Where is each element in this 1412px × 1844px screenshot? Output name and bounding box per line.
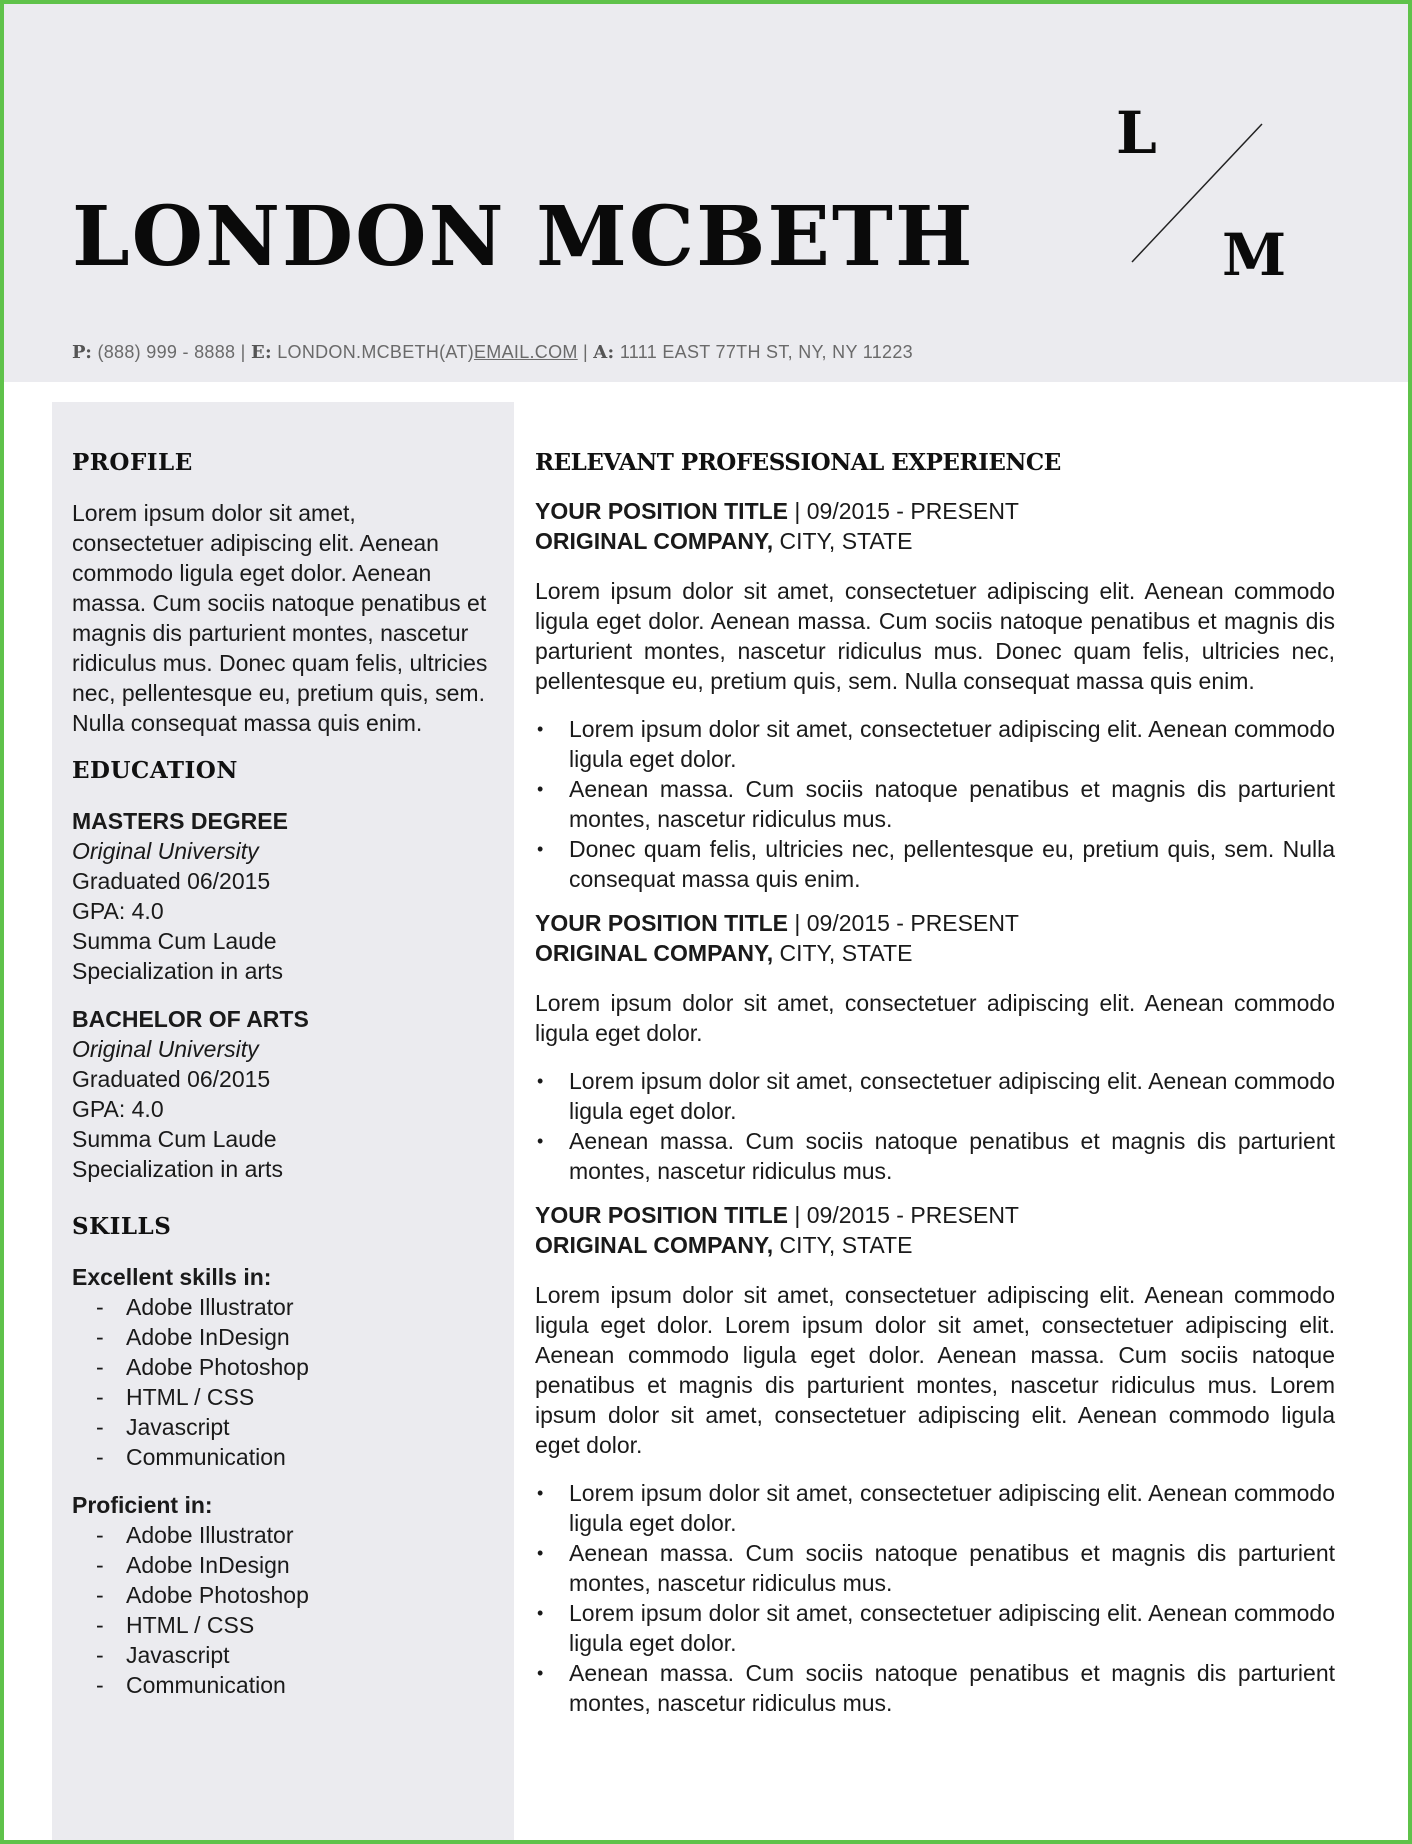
skills-list [72,1520,492,1700]
skills-heading: SKILLS [72,1213,172,1240]
job-entry [535,908,1335,1186]
degree-title: BACHELOR OF ARTS [72,1006,309,1032]
skill-item: - Adobe InDesign [96,1322,492,1352]
contact-separator: | [577,342,594,362]
position-title: YOUR POSITION TITLE [535,910,789,936]
job-bullet: • Aenean massa. Cum sociis natoque penatibus et magnis dis parturient montes, nascetur ridiculus mus. [535,1126,1335,1186]
skill-item: - Communication [96,1670,492,1700]
email-label: E: [250,342,272,363]
company-line [535,526,1335,556]
job-description: Lorem ipsum dolor sit amet, consectetuer adipiscing elit. Aenean commodo ligula eget dolor. [535,990,1335,1046]
profile-text: Lorem ipsum dolor sit amet, consectetuer adipiscing elit. Aenean commodo ligula eget dolor. Aenean massa. Cum sociis natoque penatibus et magnis dis parturient montes, nascetur ridiculus mus. Donec quam felis, ultricies nec, pellentesque eu, pretium quis, sem. Nulla consequat massa quis enim. [72,500,488,736]
specialization: Specialization in arts [72,1156,283,1182]
skill-item: - HTML / CSS [96,1610,492,1640]
job-bullets [535,1066,1335,1186]
monogram-last-initial: M [1222,221,1287,289]
skill-item: - Adobe Photoshop [96,1580,492,1610]
job-bullets [535,1478,1335,1718]
phone-value: (888) 999 - 8888 [97,342,236,362]
job-bullet: • Lorem ipsum dolor sit amet, consectetuer adipiscing elit. Aenean commodo ligula eget dolor. [535,714,1335,774]
job-dates: | 09/2015 - PRESENT [788,1202,1019,1228]
graduation-date: Graduated 06/2015 [72,1066,271,1092]
company-location: CITY, STATE [773,1232,913,1258]
profile-heading: PROFILE [72,449,193,476]
job-bullet: • Lorem ipsum dolor sit amet, consectetuer adipiscing elit. Aenean commodo ligula eget dolor. [535,1478,1335,1538]
job-bullet: • Lorem ipsum dolor sit amet, consectetuer adipiscing elit. Aenean commodo ligula eget dolor. [535,1066,1335,1126]
graduation-date: Graduated 06/2015 [72,868,271,894]
job-bullet: • Aenean massa. Cum sociis natoque penatibus et magnis dis parturient montes, nascetur ridiculus mus. [535,1658,1335,1718]
experience-section [535,448,1335,1732]
resume-header [4,4,1408,382]
degree-entry [72,1004,492,1184]
gpa: GPA: 4.0 [72,1096,164,1122]
company-name: ORIGINAL COMPANY, [535,940,774,966]
education-heading: EDUCATION [72,757,238,784]
job-bullet: • Donec quam felis, ultricies nec, pellentesque eu, pretium quis, sem. Nulla consequat massa quis enim. [535,834,1335,894]
company-name: ORIGINAL COMPANY, [535,1232,774,1258]
job-description: Lorem ipsum dolor sit amet, consectetuer adipiscing elit. Aenean commodo ligula eget dolor. Lorem ipsum dolor sit amet, consectetuer adipiscing elit. Aenean commodo ligula eget dolor. Aenean massa. Cum sociis natoque penatibus et magnis dis parturient montes, nascetur ridiculus mus. Lorem ipsum dolor sit amet, consectetuer adipiscing elit. Aenean commodo ligula eget dolor. [535,1282,1335,1458]
sidebar [72,448,492,1718]
university-name: Original University [72,1036,259,1062]
job-bullet: • Aenean massa. Cum sociis natoque penatibus et magnis dis parturient montes, nascetur ridiculus mus. [535,774,1335,834]
skill-item: - Adobe Photoshop [96,1352,492,1382]
degree-entry [72,806,492,986]
specialization: Specialization in arts [72,958,283,984]
company-name: ORIGINAL COMPANY, [535,528,774,554]
skill-item: - Javascript [96,1412,492,1442]
candidate-name: LONDON MCBETH [72,189,975,285]
skill-item: - HTML / CSS [96,1382,492,1412]
skill-item: - Communication [96,1442,492,1472]
position-title: YOUR POSITION TITLE [535,1202,789,1228]
address-value: 1111 EAST 77TH ST, NY, NY 11223 [619,342,913,362]
skills-group-label: Excellent skills in: [72,1264,272,1290]
job-description: Lorem ipsum dolor sit amet, consectetuer adipiscing elit. Aenean commodo ligula eget dolor. Aenean massa. Cum sociis natoque penatibus et magnis dis parturient montes, nascetur ridiculus mus. Donec quam felis, ultricies nec, pellentesque eu, pretium quis, sem. Nulla consequat massa quis enim. [535,578,1335,694]
job-dates: | 09/2015 - PRESENT [788,910,1019,936]
job-title-line [535,1200,1335,1230]
job-bullet: • Aenean massa. Cum sociis natoque penatibus et magnis dis parturient montes, nascetur ridiculus mus. [535,1538,1335,1598]
job-entry [535,1200,1335,1718]
company-line [535,938,1335,968]
email-domain-link[interactable]: EMAIL.COM [473,342,578,362]
company-location: CITY, STATE [773,528,913,554]
honors: Summa Cum Laude [72,1126,277,1152]
company-location: CITY, STATE [773,940,913,966]
degree-title: MASTERS DEGREE [72,808,288,834]
monogram-first-initial: L [1116,99,1157,167]
address-label: A: [593,342,615,363]
experience-heading: RELEVANT PROFESSIONAL EXPERIENCE [535,449,1061,476]
skill-item: - Adobe Illustrator [96,1520,492,1550]
gpa: GPA: 4.0 [72,898,164,924]
skill-item: - Adobe InDesign [96,1550,492,1580]
phone-label: P: [72,342,93,363]
contact-separator: | [235,342,251,362]
job-bullets [535,714,1335,894]
company-line [535,1230,1335,1260]
university-name: Original University [72,838,259,864]
email-value[interactable]: LONDON.MCBETH(AT)EMAIL.COM [277,342,578,362]
job-bullet: • Lorem ipsum dolor sit amet, consectetuer adipiscing elit. Aenean commodo ligula eget dolor. [535,1598,1335,1658]
contact-line [72,342,913,363]
job-title-line [535,908,1335,938]
skills-list [72,1292,492,1472]
job-title-line [535,496,1335,526]
skill-item: - Javascript [96,1640,492,1670]
honors: Summa Cum Laude [72,928,277,954]
position-title: YOUR POSITION TITLE [535,498,789,524]
job-entry [535,496,1335,894]
job-dates: | 09/2015 - PRESENT [788,498,1019,524]
skills-group-label: Proficient in: [72,1492,213,1518]
skill-item: - Adobe Illustrator [96,1292,492,1322]
